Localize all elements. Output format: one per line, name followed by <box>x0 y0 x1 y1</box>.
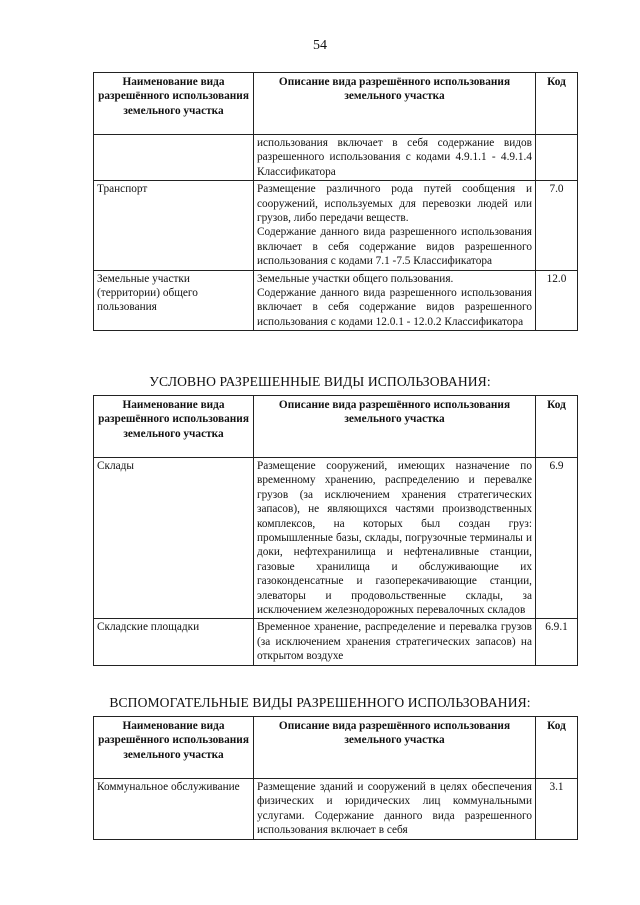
table-header-row <box>94 73 578 135</box>
row-description: Временное хранение, распределение и перевалка грузов (за исключением хранения стратегических запасов) на открытом воздухе <box>254 619 536 665</box>
auxiliary-uses-table <box>93 716 578 840</box>
row-description: использования включает в себя содержание видов разрешенного использования с кодами 4.9.1.1 - 4.9.1.4 Классификатора <box>254 135 536 181</box>
header-code: Код <box>536 73 578 135</box>
row-code: 6.9 <box>536 458 578 619</box>
page-number: 54 <box>313 38 327 53</box>
row-description <box>254 181 536 270</box>
section-title-auxiliary-uses: ВСПОМОГАТЕЛЬНЫЕ ВИДЫ РАЗРЕШЕННОГО ИСПОЛЬЗОВАНИЯ: <box>109 695 531 710</box>
table-row <box>94 619 578 665</box>
row-name: Коммунальное обслуживание <box>94 779 254 840</box>
table-row <box>94 181 578 270</box>
conditional-uses-table <box>93 395 578 666</box>
header-name: Наименование вида разрешённого использования земельного участка <box>94 717 254 779</box>
row-description <box>254 270 536 331</box>
header-code: Код <box>536 396 578 458</box>
row-name: Земельные участки (территории) общего пользования <box>94 270 254 331</box>
row-description-part: Содержание данного вида разрешенного использования включает в себя содержание видов разрешенного использования с кодами 12.0.1 - 12.0.2 Классификатора <box>257 287 532 328</box>
header-description: Описание вида разрешённого использования земельного участка <box>254 717 536 779</box>
header-name: Наименование вида разрешённого использования земельного участка <box>94 73 254 135</box>
row-code: 7.0 <box>536 181 578 270</box>
row-description-part: Размещение различного рода путей сообщения и сооружений, используемых для перевозки людей или грузов, либо передачи веществ. <box>257 183 532 225</box>
row-description: Размещение сооружений, имеющих назначение по временному хранению, распределению и перевалке грузов (за исключением хранения стратегических запасов), не являющихся частями производственных комплексов, на которых был создан груз: промышленные базы, склады, погрузочные терминалы и доки, нефтехранилища и нефтеналивные станции, газовые хранилища и обслуживающие их газоконденсатные и газоперекачивающие станции, элеваторы и продовольственные склады, за исключением железнодорожных перевалочных складов <box>254 458 536 619</box>
header-name: Наименование вида разрешённого использования земельного участка <box>94 396 254 458</box>
row-code <box>536 135 578 181</box>
row-name: Складские площадки <box>94 619 254 665</box>
row-code: 6.9.1 <box>536 619 578 665</box>
row-code: 3.1 <box>536 779 578 840</box>
table-row <box>94 779 578 840</box>
row-name: Транспорт <box>94 181 254 270</box>
header-description: Описание вида разрешённого использования земельного участка <box>254 396 536 458</box>
table-row <box>94 458 578 619</box>
permitted-uses-table-continued <box>93 72 578 331</box>
header-description: Описание вида разрешённого использования земельного участка <box>254 73 536 135</box>
row-description: Размещение зданий и сооружений в целях обеспечения физических и юридических лиц коммунальными услугами. Содержание данного вида разрешенного использования включает в себя <box>254 779 536 840</box>
section-title-conditional-uses: УСЛОВНО РАЗРЕШЕННЫЕ ВИДЫ ИСПОЛЬЗОВАНИЯ: <box>149 374 491 389</box>
row-description-part: Земельные участки общего пользования. <box>257 272 454 285</box>
table-row <box>94 135 578 181</box>
row-code: 12.0 <box>536 270 578 331</box>
table-header-row <box>94 396 578 458</box>
row-name: Склады <box>94 458 254 619</box>
row-description-part: Содержание данного вида разрешенного использования включает в себя содержание видов разрешенного использования с кодами 7.1 -7.5 Классификатора <box>257 226 532 268</box>
table-header-row <box>94 717 578 779</box>
header-code: Код <box>536 717 578 779</box>
table-row <box>94 270 578 331</box>
row-name <box>94 135 254 181</box>
